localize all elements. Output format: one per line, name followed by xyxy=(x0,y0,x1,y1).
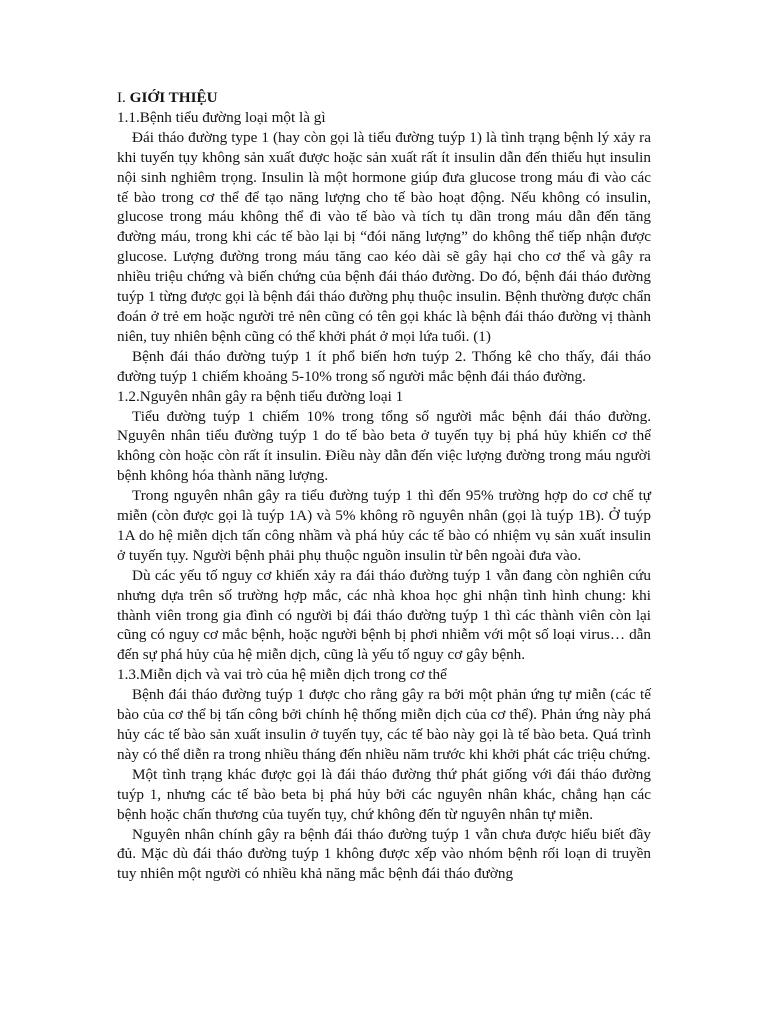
subsection-heading-1-2: 1.2.Nguyên nhân gây ra bệnh tiểu đường loại 1 xyxy=(117,387,404,405)
document-page xyxy=(117,88,651,884)
section-title: GIỚI THIỆU xyxy=(129,89,218,106)
subsection-heading-1-1: 1.1.Bệnh tiểu đường loại một là gì xyxy=(117,108,326,126)
section-heading xyxy=(117,88,651,108)
subsection-heading-1-3: 1.3.Miễn dịch và vai trò của hệ miễn dịch trong cơ thể xyxy=(117,666,447,684)
paragraph: Trong nguyên nhân gây ra tiểu đường tuýp 1 thì đến 95% trường hợp do cơ chế tự miễn (còn được gọi là tuýp 1A) và 5% không rõ nguyên nhân (gọi là tuýp 1B). Ở tuýp 1A do hệ miễn dịch tấn công nhầm và phá hủy các tế bào có nhiệm vụ sản xuất insulin ở tuyến tụy. Người bệnh phải phụ thuộc nguồn insulin từ bên ngoài đưa vào. xyxy=(117,487,651,564)
paragraph: Bệnh đái tháo đường tuýp 1 ít phổ biến hơn tuýp 2. Thống kê cho thấy, đái tháo đường tuýp 1 chiếm khoảng 5-10% trong số người mắc bệnh đái tháo đường. xyxy=(117,347,651,385)
paragraph: Bệnh đái tháo đường tuýp 1 được cho rằng gây ra bởi một phản ứng tự miễn (các tế bào của cơ thể bị tấn công bởi chính hệ thống miễn dịch của cơ thể). Phản ứng này phá hủy các tế bào sản xuất insulin ở tuyến tụy, các tế bào này gọi là tế bào beta. Quá trình này có thể diễn ra trong nhiều tháng đến nhiều năm trước khi khởi phát các triệu chứng. xyxy=(117,686,651,763)
paragraph: Nguyên nhân chính gây ra bệnh đái tháo đường tuýp 1 vẫn chưa được hiểu biết đầy đủ. Mặc dù đái tháo đường tuýp 1 không được xếp vào nhóm bệnh rối loạn di truyền tuy nhiên một người có nhiều khả năng mắc bệnh đái tháo đường xyxy=(117,825,651,883)
section-number: I. xyxy=(117,89,126,106)
paragraph: Dù các yếu tố nguy cơ khiến xảy ra đái tháo đường tuýp 1 vẫn đang còn nghiên cứu nhưng dựa trên số trường hợp mắc, các nhà khoa học ghi nhận tình hình chung: khi thành viên trong gia đình có người bị đái tháo đường tuýp 1 thì các thành viên còn lại cũng có nguy cơ mắc bệnh, hoặc người bệnh bị phơi nhiễm với một số loại virus… dẫn đến sự phá hủy của hệ miễn dịch, cũng là yếu tố nguy cơ gây bệnh. xyxy=(117,566,651,664)
paragraph: Một tình trạng khác được gọi là đái tháo đường thứ phát giống với đái tháo đường tuýp 1, nhưng các tế bào beta bị phá hủy bởi các nguyên nhân khác, chẳng hạn các bệnh hoặc chấn thương của tuyến tụy, chứ không đến từ nguyên nhân tự miễn. xyxy=(117,765,651,823)
paragraph: Tiểu đường tuýp 1 chiếm 10% trong tổng số người mắc bệnh đái tháo đường. Nguyên nhân tiểu đường tuýp 1 do tế bào beta ở tuyến tụy bị phá hủy khiến cơ thể không còn hoặc còn rất ít insulin. Điều này dẫn đến việc lượng đường trong máu người bệnh không hóa thành năng lượng. xyxy=(117,407,651,485)
paragraph: Đái tháo đường type 1 (hay còn gọi là tiểu đường tuýp 1) là tình trạng bệnh lý xảy ra khi tuyến tụy không sản xuất được hoặc sản xuất rất ít insulin dẫn đến thiếu hụt insulin nội sinh nghiêm trọng. Insulin là một hormone giúp đưa glucose trong máu đi vào các tế bào trong cơ thể để tạo năng lượng cho tế bào hoạt động. Nếu không có insulin, glucose trong máu không thể đi vào tế bào và tích tụ dần trong máu dẫn đến tăng đường máu, trong khi các tế bào lại bị “đói năng lượng” do không thể tiếp nhận được glucose. Lượng đường trong máu tăng cao kéo dài sẽ gây hại cho cơ thể và gây ra nhiều triệu chứng và biến chứng của bệnh đái tháo đường. Do đó, bệnh đái tháo đường tuýp 1 từng được gọi là bệnh đái tháo đường phụ thuộc insulin. Bệnh thường được chẩn đoán ở trẻ em hoặc người trẻ nên cũng có tên gọi khác là bệnh đái tháo đường vị thành niên, tuy nhiên bệnh cũng có thể khởi phát ở mọi lứa tuổi. (1) xyxy=(117,128,651,345)
